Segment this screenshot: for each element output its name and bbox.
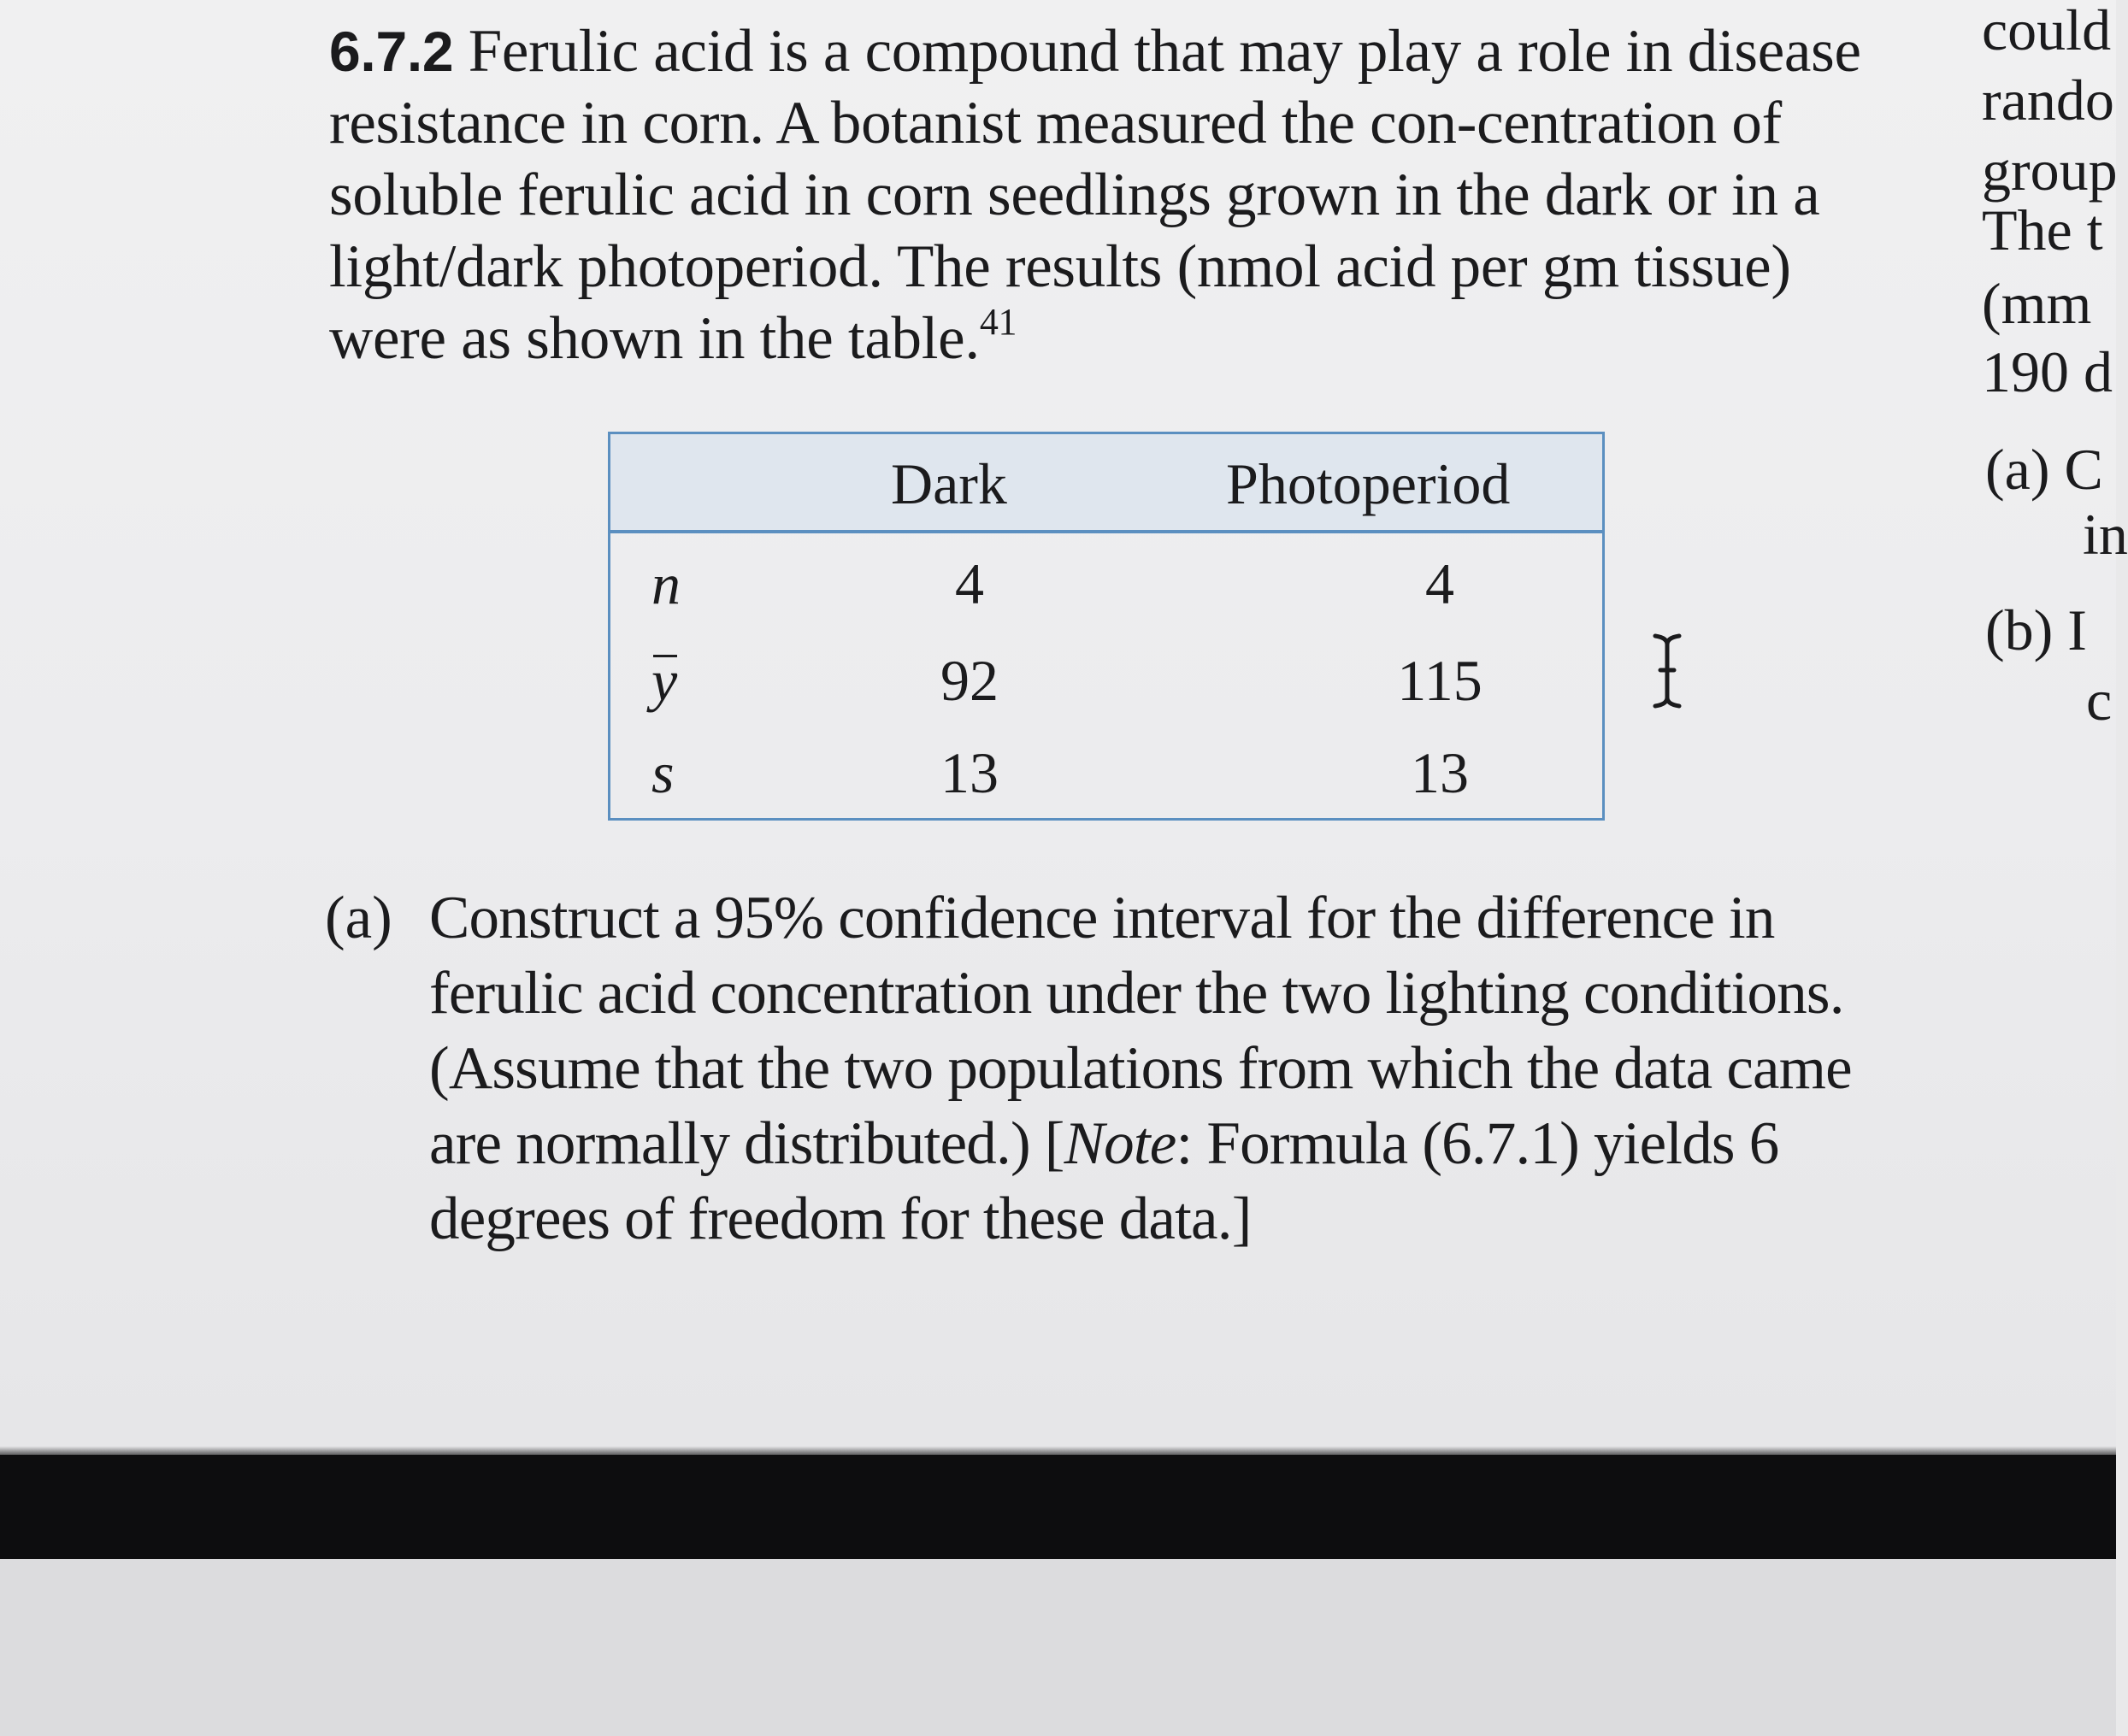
col-header-dark: Dark — [891, 451, 1007, 516]
problem-text: Ferulic acid is a compound that may play a role in disease resistance in corn. A botanist measured the con-centration of soluble ferulic acid in corn seedlings grown in the dark or in a light/dark photoperiod. The results (nmol acid per gm tissue) were as shown in the table. — [329, 18, 1861, 372]
margin-line: rando — [1982, 68, 2114, 132]
text-cursor-icon — [1650, 633, 1684, 709]
adjacent-column-cropped — [1982, 0, 2128, 769]
problem-statement — [329, 15, 1868, 374]
col-header-photoperiod: Photoperiod — [1226, 451, 1511, 516]
cell-value: 4 — [1425, 551, 1454, 616]
margin-line: in — [2083, 502, 2128, 567]
part-a-label: (a) — [325, 885, 392, 951]
margin-line: group — [1982, 138, 2118, 203]
problem-number: 6.7.2 — [329, 20, 454, 83]
part-a-text: Construct a 95% confidence interval for the difference in ferulic acid concentration under the two lighting conditions. (Assume that the two populations from which the data came are normally distributed.) [Note: Formula (6.7.1) yields 6 degrees of freedom for these data.] — [429, 885, 1852, 1252]
row-label-ybar: y — [651, 648, 678, 713]
cell-value: 92 — [940, 648, 999, 713]
margin-line: The t — [1982, 197, 2103, 262]
cell-value: 13 — [940, 740, 999, 805]
margin-line: c — [2086, 668, 2113, 733]
margin-line: (a) C — [1985, 437, 2103, 502]
dark-bezel-band — [0, 1455, 2116, 1559]
margin-line: (mm — [1982, 271, 2092, 336]
cell-value: 13 — [1411, 740, 1469, 805]
lower-surface — [0, 1559, 2116, 1736]
margin-line: 190 d — [1982, 339, 2113, 404]
row-label-n: n — [651, 551, 681, 616]
cell-value: 4 — [955, 551, 984, 616]
footnote-ref: 41 — [979, 301, 1017, 343]
table-header — [610, 434, 1602, 533]
row-label-s: s — [651, 740, 675, 805]
cell-value: 115 — [1397, 648, 1483, 713]
summary-table — [608, 432, 1605, 821]
margin-line: (b) I — [1985, 597, 2087, 662]
margin-line: could — [1982, 0, 2112, 62]
